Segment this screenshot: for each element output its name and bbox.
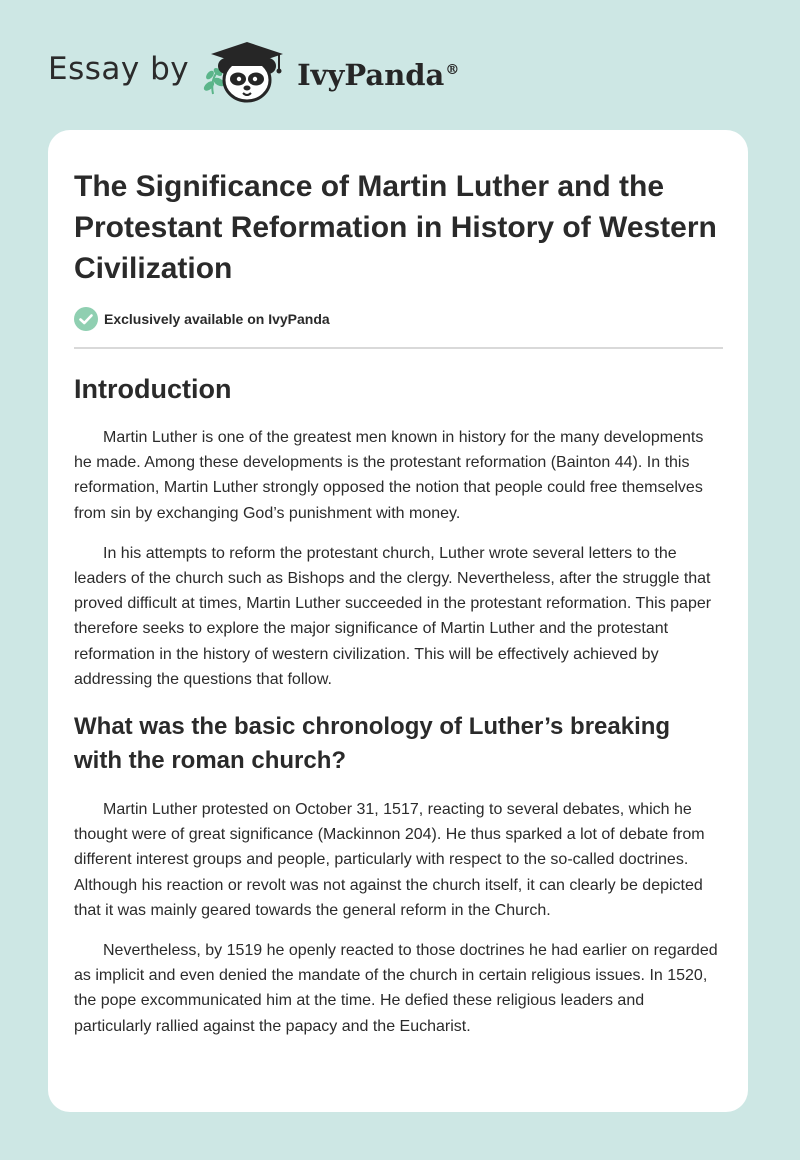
- paragraph: Martin Luther protested on October 31, 1517, reacting to several debates, which he thought were of great significance (Mackinnon 204). He thus sparked a lot of debate from different interest groups and people, particularly with respect to the so-called doctrines. Although his reaction or revolt was not against the church itself, it can clearly be depicted that it was mainly geared towards the general reform in the Church.: [74, 801, 705, 919]
- brand-name[interactable]: IvyPanda®: [297, 58, 460, 92]
- paragraph: Nevertheless, by 1519 he openly reacted to those doctrines he had earlier on regarded as implicit and even denied the mandate of the church in certain religious issues. In 1520, the pope excommunicated him at the time. He defied these religious leaders and particularly rallied against the papacy and the Eucharist.: [74, 942, 718, 1035]
- paragraph: Martin Luther is one of the greatest men known in history for the many developments he made. Among these developments is the protestant reformation (Bainton 44). In this reformation, Martin Luther strongly opposed the notion that people could free themselves from sin by exchanging God’s punishment with money.: [74, 429, 704, 522]
- paragraph: In his attempts to reform the protestant church, Luther wrote several letters to the leaders of the church such as Bishops and the clergy. Nevertheless, after the struggle that proved difficult at times, Martin Luther succeeded in the protestant reformation. This paper therefore seeks to explore the major significance of Martin Luther and the protestant reformation in the history of western civilization. This will be effectively achieved by addressing the questions that follow.: [74, 544, 712, 688]
- section-heading-chronology: What was the basic chronology of Luther’s breaking with the roman church?: [74, 713, 671, 775]
- check-badge-icon: [74, 307, 98, 331]
- section-heading-introduction: Introduction: [74, 374, 232, 404]
- site-header: [48, 36, 459, 108]
- panda-logo-icon[interactable]: [199, 36, 295, 108]
- essay-content: [74, 166, 723, 1039]
- page-title: The Significance of Martin Luther and the Protestant Reformation in History of Western Civilization: [74, 170, 717, 285]
- brand-prefix: Essay by: [48, 51, 190, 87]
- exclusive-badge-text: Exclusively available on IvyPanda: [104, 311, 330, 327]
- title-divider: [74, 347, 723, 349]
- exclusive-badge: [74, 306, 723, 332]
- essay-card: [48, 130, 748, 1112]
